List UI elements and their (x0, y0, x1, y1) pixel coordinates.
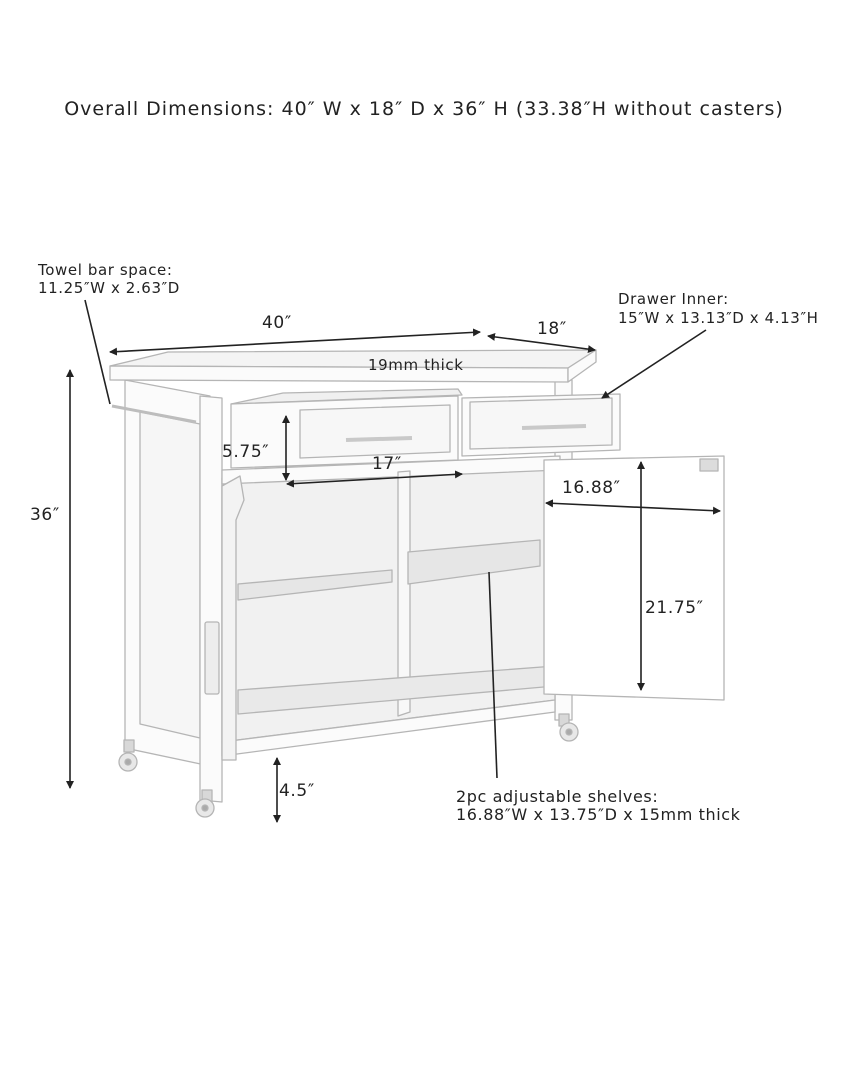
top-edge-front (110, 366, 568, 382)
left-door-handle (205, 622, 219, 694)
top-thickness-label: 19mm thick (368, 356, 464, 374)
towel-bar-leader-line (85, 300, 110, 404)
page-title: Overall Dimensions: 40″ W x 18″ D x 36″ H (33.38″H without casters) (64, 98, 784, 120)
right-drawer-panel (470, 398, 612, 449)
right-drawer-handle (522, 426, 586, 428)
front-left-leg (200, 396, 222, 802)
cabinet-illustration (110, 350, 724, 817)
drawer-inner-label: Drawer Inner: (618, 290, 729, 308)
drawer-height-label: 5.75″ (222, 442, 270, 462)
towel-bar-value: 11.25″W x 2.63″D (38, 279, 180, 297)
top-width-label: 40″ (262, 313, 292, 333)
top-depth-label: 18″ (537, 319, 567, 339)
shelf-width-label: 16.88″ (562, 478, 621, 498)
front-left-caster (196, 790, 214, 817)
back-right-caster (559, 714, 578, 741)
back-left-caster (119, 740, 137, 771)
drawer-inner-leader-line (602, 330, 706, 398)
shelf-height-label: 21.75″ (645, 598, 704, 618)
left-drawer-panel (300, 405, 450, 458)
shelves-label: 2pc adjustable shelves: (456, 787, 659, 806)
caster-height-label: 4.5″ (279, 781, 315, 801)
left-drawer-handle (346, 438, 412, 440)
drawer-inner-value: 15″W x 13.13″D x 4.13″H (618, 309, 819, 327)
overall-height-label: 36″ (30, 505, 60, 525)
top-surface (110, 350, 596, 368)
towel-bar-label: Towel bar space: (38, 261, 173, 279)
drawer-width-label: 17″ (372, 454, 402, 474)
width-40-dimension-line (110, 332, 480, 352)
left-side-inset (140, 412, 200, 738)
door-hinge-tab (700, 459, 718, 471)
shelves-value: 16.88″W x 13.75″D x 15mm thick (456, 805, 741, 824)
